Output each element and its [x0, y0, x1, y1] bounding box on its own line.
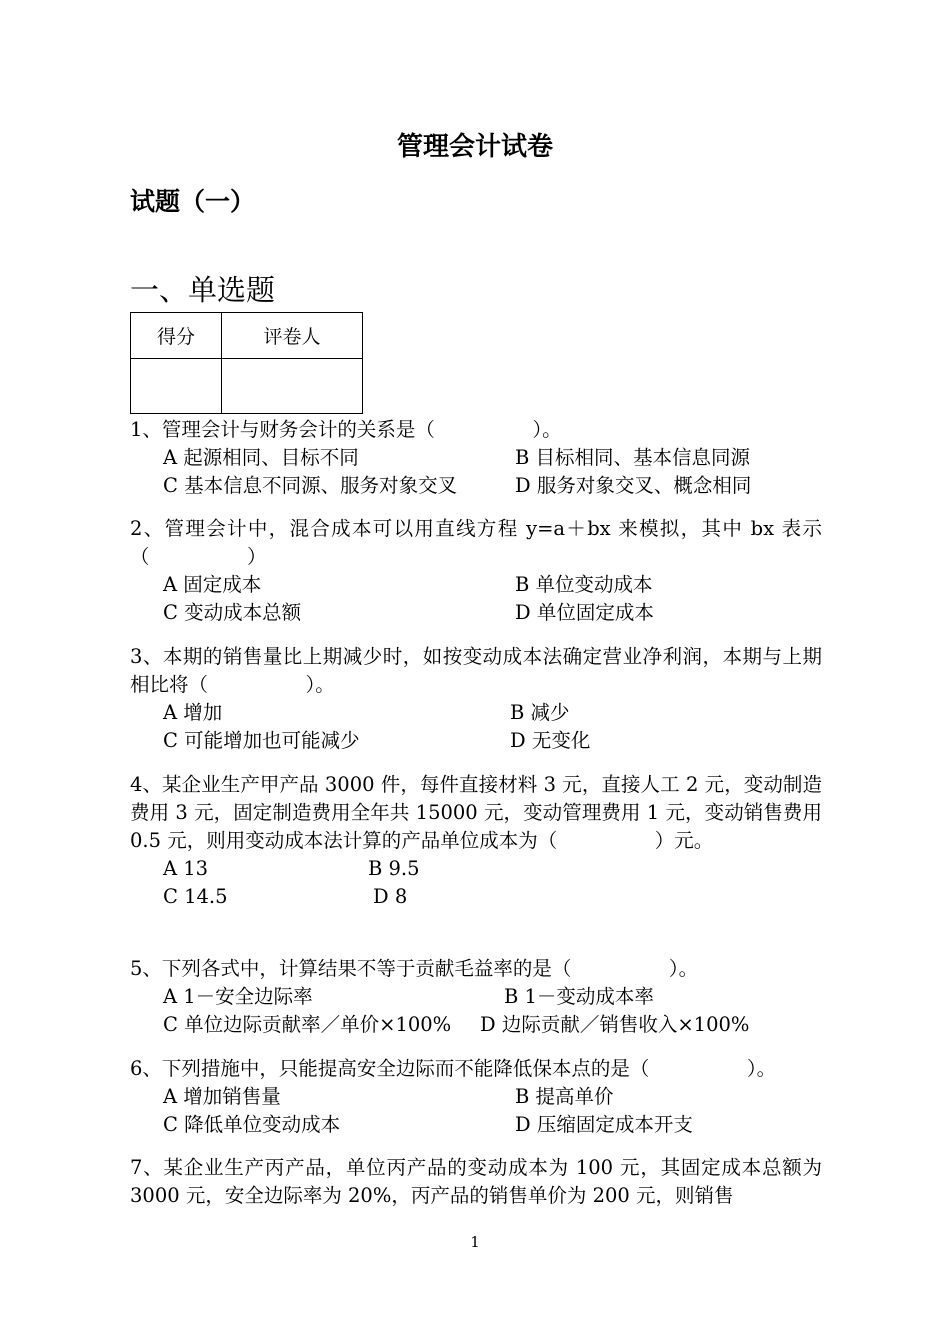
score-table [130, 312, 363, 414]
options-row [130, 571, 822, 599]
question-5 [130, 955, 822, 1039]
option-c: C 降低单位变动成本 [163, 1113, 341, 1136]
score-header: 得分 [131, 313, 222, 359]
option-d: D 服务对象交叉、概念相同 [515, 474, 752, 497]
options-row [130, 727, 822, 755]
question-stem: 5、下列各式中，计算结果不等于贡献毛益率的是（ ）。 [130, 957, 699, 980]
option-c: C 基本信息不同源、服务对象交叉 [163, 474, 458, 497]
grader-header: 评卷人 [222, 313, 363, 359]
question-6 [130, 1055, 822, 1139]
option-a: A 1－安全边际率 [163, 985, 313, 1008]
question-stem: 6、下列措施中，只能提高安全边际而不能降低保本点的是（ ）。 [130, 1057, 777, 1080]
option-c: C 变动成本总额 [163, 601, 302, 624]
question-3 [130, 643, 822, 755]
option-a: A 增加销售量 [163, 1085, 281, 1108]
grader-cell[interactable] [222, 359, 363, 414]
question-stem: 4、某企业生产甲产品 3000 件，每件直接材料 3 元，直接人工 2 元，变动制造费用 3 元，固定制造费用全年共 15000 元，变动管理费用 1 元，变动销售费用 0.5 元，则用变动成本法计算的产品单位成本为（ ）元。 [130, 773, 822, 852]
option-a: A 13 [163, 857, 209, 880]
option-c: C 14.5 [163, 885, 228, 908]
option-c: C 单位边际贡献率／单价×100% [163, 1013, 452, 1036]
options-row [130, 883, 822, 911]
exam-title: 管理会计试卷 [396, 132, 553, 162]
question-1 [130, 416, 822, 500]
exam-subtitle: 试题（一） [130, 187, 256, 216]
question-stem: 7、某企业生产丙产品，单位丙产品的变动成本为 100 元，其固定成本总额为 3000 元，安全边际率为 20%，丙产品的销售单价为 200 元，则销售 [130, 1156, 822, 1207]
option-b: B 减少 [510, 701, 570, 724]
option-a: A 增加 [163, 701, 223, 724]
question-stem: 2、管理会计中，混合成本可以用直线方程 y=a＋bx 来模拟，其中 bx 表示（ ） [130, 517, 822, 568]
option-b: B 9.5 [368, 857, 420, 880]
score-cell[interactable] [131, 359, 222, 414]
question-stem: 1、管理会计与财务会计的关系是（ ）。 [130, 418, 562, 441]
question-2 [130, 515, 822, 627]
option-d: D 单位固定成本 [515, 601, 654, 624]
options-row [130, 1011, 822, 1039]
option-b: B 提高单价 [515, 1085, 614, 1108]
option-d: D 压缩固定成本开支 [515, 1113, 693, 1136]
option-a: A 固定成本 [163, 573, 262, 596]
question-7 [130, 1154, 822, 1210]
option-d: D 无变化 [510, 729, 591, 752]
option-a: A 起源相同、目标不同 [163, 446, 359, 469]
options-row [130, 983, 822, 1011]
page-number: 1 [470, 1233, 480, 1251]
option-b: B 单位变动成本 [515, 573, 653, 596]
options-row [130, 1083, 822, 1111]
options-row [130, 444, 822, 472]
question-4 [130, 771, 822, 911]
option-d: D 8 [373, 885, 408, 908]
options-row [130, 472, 822, 500]
option-b: B 1－变动成本率 [504, 985, 654, 1008]
options-row [130, 599, 822, 627]
option-c: C 可能增加也可能减少 [163, 729, 360, 752]
options-row [130, 855, 822, 883]
option-b: B 目标相同、基本信息同源 [515, 446, 751, 469]
option-d: D 边际贡献／销售收入×100% [480, 1013, 750, 1036]
section-heading: 一、单选题 [130, 273, 276, 307]
question-stem: 3、本期的销售量比上期减少时，如按变动成本法确定营业净利润，本期与上期相比将（ ）。 [130, 645, 822, 696]
options-row [130, 1111, 822, 1139]
options-row [130, 699, 822, 727]
